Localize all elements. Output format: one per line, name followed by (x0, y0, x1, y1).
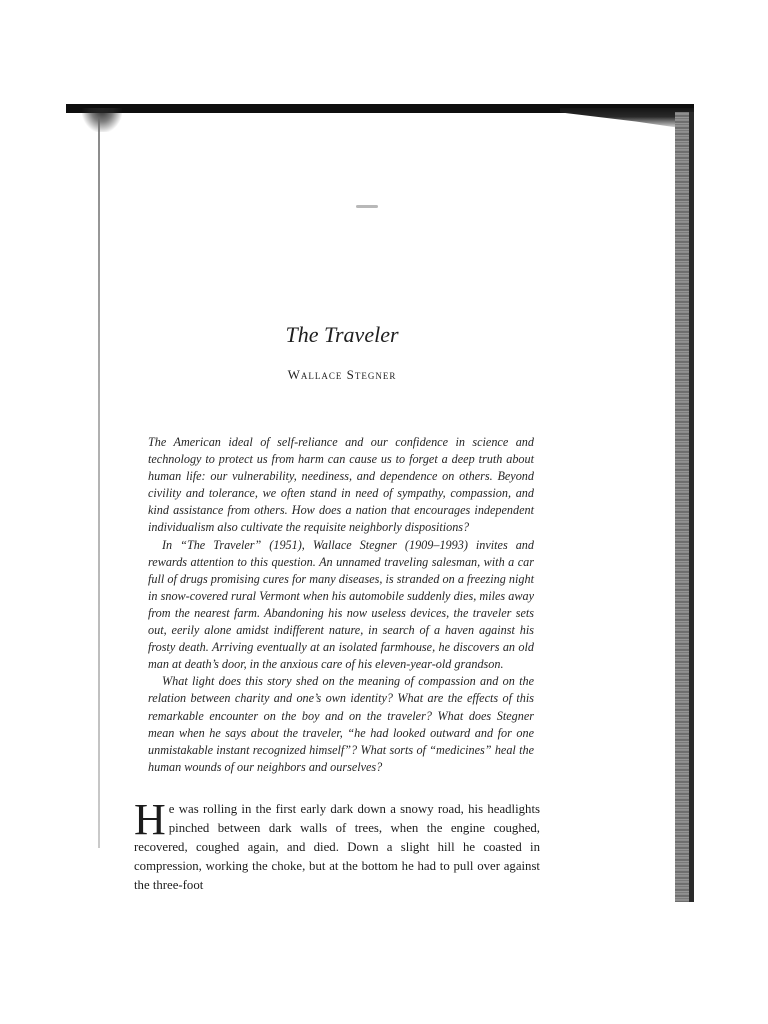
opening-text: e was rolling in the first early dark down a snowy road, his headlights pinched between dark walls of trees, when the engine coughed, recovered, coughed again, and died. Down a slight hill he coasted in compression, working the choke, but at the bottom he had to pull over against the three-foot (134, 802, 540, 892)
scan-shadow-left (98, 118, 100, 848)
story-opening-paragraph (134, 795, 540, 895)
scan-shadow-corner (82, 108, 122, 132)
scan-shadow-top-right (560, 108, 694, 130)
intro-paragraph-1: The American ideal of self-reliance and our confidence in science and technology to protect us from harm can cause us to forget a deep truth about human life: our vulnerability, neediness, and dependence on others. Beyond civility and tolerance, we often stand in need of sympathy, compassion, and kind assistance from others. How does a nation that encourages independent individualism also cultivate the requisite neighborly dispositions? (148, 435, 534, 535)
scan-shadow-right-edge (689, 112, 694, 902)
intro-paragraph-2: In “The Traveler” (1951), Wallace Stegner (1909–1993) invites and rewards attention to this question. An unnamed traveling salesman, with a car full of drugs promising cures for many diseases, is stranded on a freezing night in snow-covered rural Vermont when his automobile suddenly dies, miles away from the nearest farm. Abandoning his now useless devices, the traveler sets out, eerily alone amidst indifferent nature, in search of a haven against his frosty death. Arriving eventually at an isolated farmhouse, he discovers an old man at death’s door, in the anxious care of his eleven-year-old grandson. (148, 537, 534, 672)
scan-smudge (356, 205, 378, 208)
story-title: The Traveler (285, 322, 399, 347)
editor-introduction (148, 434, 534, 776)
story-author: Wallace Stegner (287, 367, 397, 382)
intro-paragraph-3: What light does this story shed on the meaning of compassion and on the relation between charity and one’s own identity? What are the effects of this remarkable encounter on the boy and on the traveler? What does Stegner mean when he says about the traveler, “he had looked outward and for one unmistakable instant recognized himself”? What sorts of “medicines” heal the human wounds of our neighbors and ourselves? (148, 674, 534, 774)
drop-cap: H (134, 795, 166, 844)
